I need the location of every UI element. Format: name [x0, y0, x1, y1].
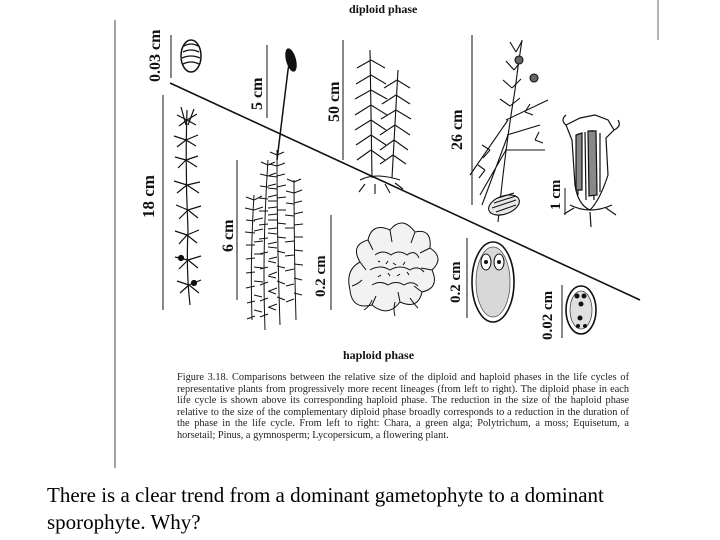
- pinus-sporophyte-illustration: [470, 40, 548, 222]
- caption-number: Figure 3.18.: [177, 372, 229, 383]
- polytrichum-haploid-size: 6 cm: [220, 219, 237, 252]
- lycopersicum-embryo-sac-illustration: [566, 286, 596, 334]
- chara-zygote-illustration: [181, 40, 201, 72]
- lycopersicum-diploid-size: 1 cm: [548, 179, 564, 210]
- pinus-diploid-size: 26 cm: [449, 109, 466, 150]
- equisetum-prothallus-illustration: [349, 223, 438, 316]
- pinus-haploid-size: 0.2 cm: [448, 261, 464, 303]
- lycopersicum-haploid-size: 0.02 cm: [540, 290, 556, 340]
- equisetum-diploid-size: 50 cm: [326, 81, 343, 122]
- polytrichum-sporophyte-illustration: [277, 47, 299, 160]
- slide-question: There is a clear trend from a dominant gametophyte to a dominant sporophyte. Why?: [47, 483, 604, 534]
- equisetum-haploid-size: 0.2 cm: [313, 255, 329, 297]
- diploid-phase-label: diploid phase: [349, 2, 418, 16]
- chara-thallus-illustration: [174, 107, 201, 305]
- polytrichum-gametophyte-illustration: [245, 150, 303, 330]
- chara-haploid-size: 18 cm: [139, 175, 158, 218]
- lycopersicum-flower-illustration: [563, 115, 619, 227]
- polytrichum-diploid-size: 5 cm: [249, 77, 266, 110]
- chara-diploid-size: 0.03 cm: [147, 29, 164, 82]
- caption-text: Comparisons between the relative size of the diploid and haploid phases in the life cycles of representative plants from progressively more recent lineages (from left to right). The diploid phase in each life cycle is shown above its corresponding haploid phase. The reduction in the size of the haploid phase relative to the size of the complementary diploid phase broadly corresponds to a reduction in the duration of the phase in the life cycle. From left to right: Chara, a green alga; Polytrichum, a moss; Equisetum, a horsetail; Pinus, a gymnosperm; Lycopersicum, a flowering plant.: [177, 372, 629, 441]
- figure-caption: [177, 372, 629, 441]
- pinus-female-gametophyte-illustration: [472, 242, 514, 322]
- haploid-phase-label: haploid phase: [343, 348, 415, 362]
